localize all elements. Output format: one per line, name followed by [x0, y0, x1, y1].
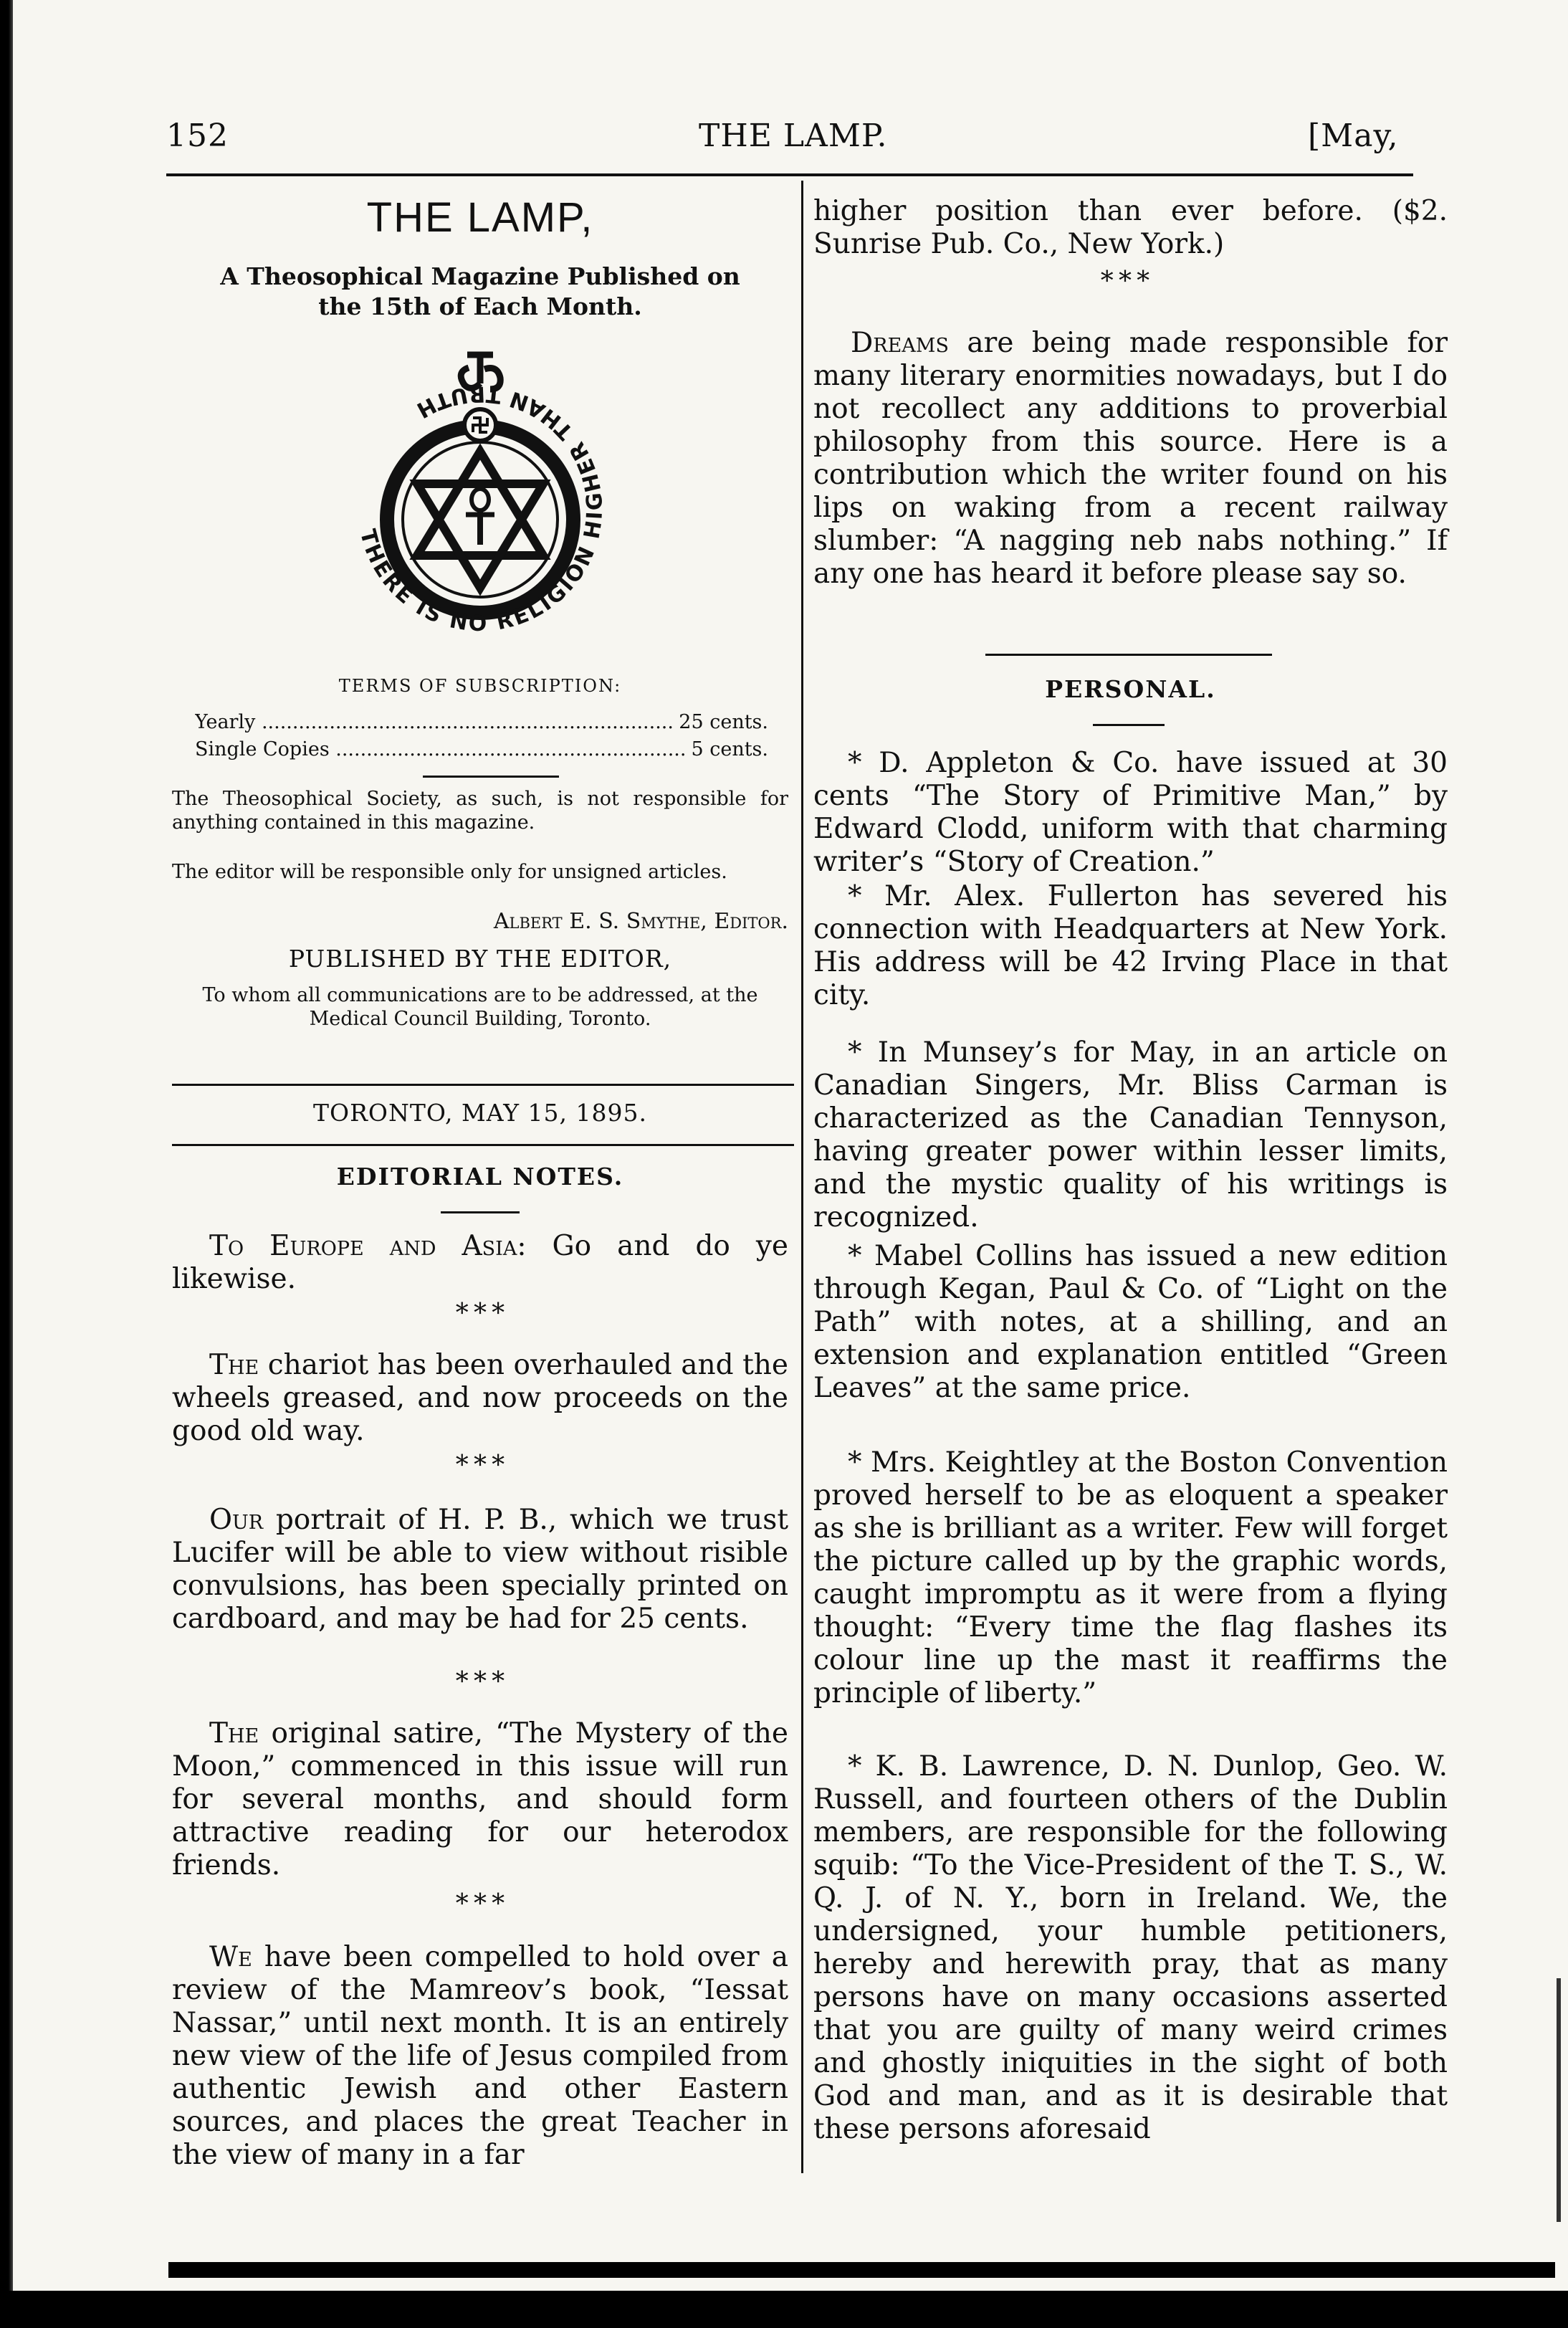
paragraph-text: chariot has been overhauled and the wheels greased, and now proceeds on the good old way. [172, 1349, 788, 1447]
asterism: * * * [455, 1667, 505, 1697]
divider-rule [1093, 724, 1165, 726]
asterism: * * * [455, 1451, 505, 1480]
paragraph-text: have been compelled to hold over a review of the Mamreov’s book, “Iessat Nassar,” until next month. It is an entirely new view of the life of Jesus compiled from authentic Jewish and other Eastern sources, and places the great Teacher in the view of many in a far [172, 1941, 788, 2171]
divider-rule [985, 654, 1272, 656]
divider-rule [441, 1211, 520, 1213]
price-value: 25 cents. [679, 711, 768, 733]
masthead-subtitle-line1: A Theosophical Magazine Published on [220, 262, 740, 290]
running-title: THE LAMP. [699, 118, 888, 154]
personal-item: * D. Appleton & Co. have issued at 30 cents “The Story of Primitive Man,” by Edward Clodd, uniform with that charming writer’s “Story of Creation.” [813, 747, 1448, 878]
dateline-rule-top [172, 1084, 794, 1086]
price-value: 5 cents. [691, 738, 768, 760]
price-label: Yearly ..... [195, 711, 674, 733]
paragraph-text: : Go and do ye likewise. [172, 1230, 789, 1295]
subscription-heading: TERMS OF SUBSCRIPTION: [338, 676, 622, 696]
published-by: PUBLISHED BY THE EDITOR, [288, 945, 672, 973]
page-number: 152 [166, 118, 229, 154]
paragraph-lead: We [209, 1941, 252, 1973]
editorial-paragraph [172, 1230, 788, 1296]
editorial-paragraph [172, 1504, 788, 1636]
contact-address: To whom all communications are to be addressed, at the Medical Council Building, Toronto. [202, 984, 758, 1030]
editorial-heading: EDITORIAL NOTES. [336, 1163, 624, 1191]
paragraph-text: portrait of H. P. B., which we trust Lucifer will be able to view without risible convulsions, has been specially printed on cardboard, and may be had for 25 cents. [172, 1504, 788, 1635]
dreams-paragraph [813, 327, 1448, 591]
editor-note: The editor will be responsible only for unsigned articles. [172, 861, 727, 883]
asterism: * * * [1100, 267, 1150, 296]
personal-heading: PERSONAL. [1045, 675, 1216, 703]
scan-edge-right [1557, 1978, 1561, 2222]
price-row-single [195, 738, 768, 760]
editor-signature: Albert E. S. Smythe, Editor. [493, 909, 788, 934]
divider-rule [423, 776, 559, 778]
asterism: * * * [455, 1299, 505, 1328]
masthead-title: THE LAMP, [366, 194, 594, 241]
paragraph-lead: Our [209, 1504, 264, 1536]
header-rule [166, 173, 1413, 176]
personal-item: * Mabel Collins has issued a new edition through Kegan, Paul & Co. of “Light on the Path” with notes, at a shilling, and an extension and explanation entitled “Green Leaves” at the same price. [813, 1240, 1448, 1404]
paragraph-lead: Dreams [851, 327, 949, 359]
personal-item: * In Munsey’s for May, in an article on Canadian Singers, Mr. Bliss Carman is characterized as the Canadian Tennyson, having greater power within lesser limits, and the mystic quality of his writings is recognized. [813, 1036, 1448, 1234]
review-continuation: higher position than ever before. ($2. Sunrise Pub. Co., New York.) [813, 195, 1448, 260]
society-disclaimer: The Theosophical Society, as such, is not responsible for anything contained in this magazine. [172, 788, 788, 834]
masthead-subtitle [179, 262, 781, 322]
masthead-subtitle-line2: the 15th of Each Month. [318, 292, 642, 320]
theosophical-seal-emblem [315, 340, 645, 677]
price-label: Single Copies ..... [195, 738, 687, 760]
paragraph-lead: The [209, 1717, 259, 1750]
price-row-yearly [195, 711, 768, 733]
emblem-motto: THERE IS NO RELIGION HIGHER THAN TRUTH [354, 381, 608, 637]
dateline-rule-bottom [172, 1144, 794, 1146]
dateline: TORONTO, MAY 15, 1895. [313, 1099, 647, 1127]
paragraph-text: are being made responsible for many literary enormities nowadays, but I do not recollect any additions to proverbial philosophy from this source. Here is a contribution which the writer found on his lips on waking from a recent railway slumber: “A nagging neb nabs nothing.” If any one has heard it before please say so. [813, 327, 1448, 590]
paragraph-text: original satire, “The Mystery of the Moon,” commenced in this issue will run for several months, and should form attractive reading for our heterodox friends. [172, 1717, 788, 1881]
personal-item: * Mrs. Keightley at the Boston Convention proved herself to be as eloquent a speaker as she is brilliant as a writer. Few will forget the picture called up by the graphic words, caught impromptu as it were from a flying thought: “Every time the flag flashes its colour line up the mast it reaffirms the principle of liberty.” [813, 1446, 1448, 1709]
editorial-paragraph [172, 1941, 788, 2172]
editorial-paragraph [172, 1717, 788, 1882]
scan-edge-bottom-band [168, 2262, 1555, 2278]
paragraph-lead: The [209, 1349, 259, 1381]
asterism: * * * [455, 1889, 505, 1919]
paragraph-lead: To Europe and Asia [209, 1230, 517, 1262]
personal-item: * Mr. Alex. Fullerton has severed his connection with Headquarters at New York. His address will be 42 Irving Place in that city. [813, 880, 1448, 1011]
scan-edge-left [0, 0, 13, 2328]
personal-item: * K. B. Lawrence, D. N. Dunlop, Geo. W. Russell, and fourteen others of the Dublin members, are responsible for the following squib: “To the Vice-President of the T. S., W. Q. J. of N. Y., born in Ireland. We, the undersigned, your humble petitioners, hereby and herewith pray, that as many persons have on many occasions asserted that you are guilty of many weird crimes and ghostly iniquities in the sight of both God and man, and as it is desirable that these persons aforesaid [813, 1750, 1448, 2145]
column-divider [801, 181, 803, 2173]
scan-edge-bottom [0, 2291, 1568, 2328]
editorial-paragraph [172, 1349, 788, 1448]
ankh-icon [466, 489, 494, 545]
month-label: [May, [1308, 118, 1399, 154]
